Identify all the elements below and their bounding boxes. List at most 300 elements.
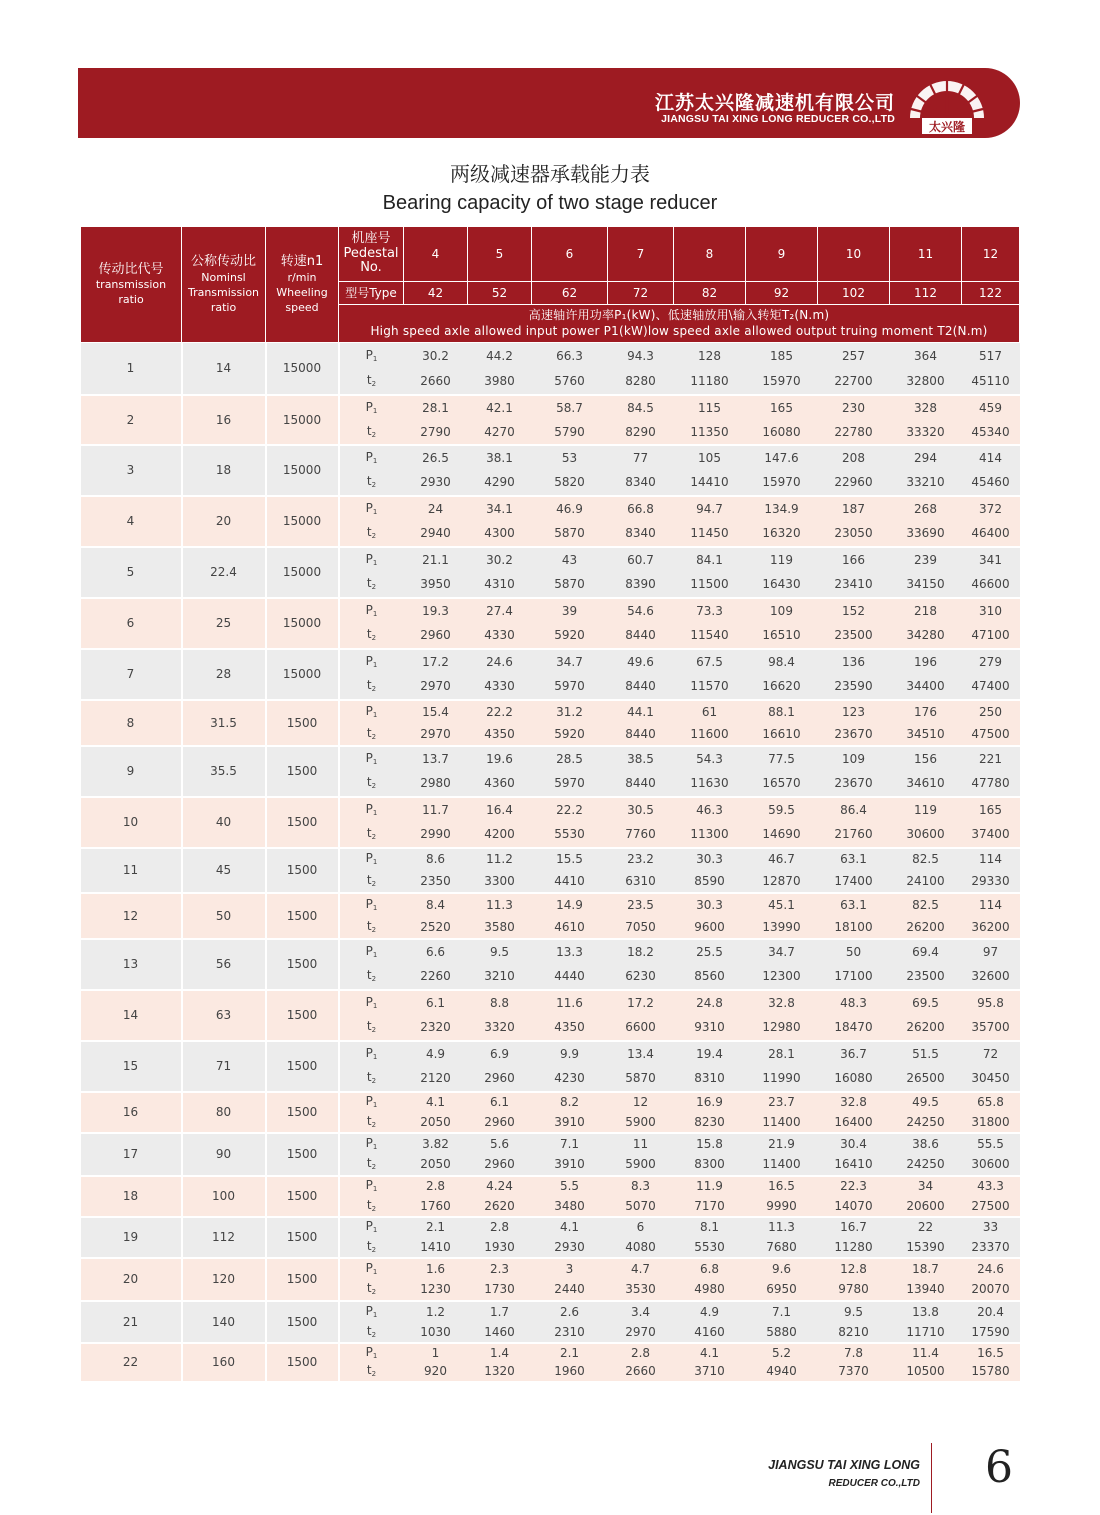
- power-value-cell: 16.4: [468, 797, 532, 822]
- torque-value-cell: 16430: [746, 572, 818, 598]
- header-banner: [78, 68, 1020, 138]
- power-value-cell: 18.2: [608, 939, 674, 964]
- power-value-cell: 60.7: [608, 547, 674, 572]
- torque-value-cell: 16610: [746, 723, 818, 746]
- nominal-ratio-cell: 160: [182, 1343, 266, 1382]
- t-label: $t_2$: [339, 1279, 404, 1301]
- power-value-cell: 54.3: [674, 746, 746, 771]
- speed-cell: 15000: [266, 343, 339, 395]
- torque-value-cell: 7050: [608, 916, 674, 939]
- torque-value-cell: 26200: [890, 1015, 962, 1041]
- ratio-code-cell: 5: [81, 547, 182, 598]
- p-label: $P_1$: [339, 1041, 404, 1066]
- torque-value-cell: 45110: [962, 369, 1020, 395]
- power-value-cell: 11.7: [404, 797, 468, 822]
- nominal-ratio-cell: 120: [182, 1258, 266, 1301]
- power-value-cell: 1.2: [404, 1301, 468, 1322]
- power-value-cell: 98.4: [746, 649, 818, 674]
- power-value-cell: 19.6: [468, 746, 532, 771]
- power-value-cell: 34: [890, 1176, 962, 1196]
- torque-value-cell: 8440: [608, 771, 674, 797]
- torque-value-cell: 34150: [890, 572, 962, 598]
- page-title-cn: 两级减速器承载能力表: [450, 164, 650, 186]
- torque-value-cell: 11400: [746, 1112, 818, 1133]
- t-label: $t_2$: [339, 369, 404, 395]
- power-value-cell: 1.4: [468, 1343, 532, 1362]
- torque-value-cell: 4440: [532, 964, 608, 990]
- torque-value-cell: 4360: [468, 771, 532, 797]
- torque-value-cell: 5970: [532, 771, 608, 797]
- power-value-cell: 28.5: [532, 746, 608, 771]
- torque-value-cell: 12980: [746, 1015, 818, 1041]
- torque-value-cell: 8340: [608, 470, 674, 496]
- power-value-cell: 208: [818, 445, 890, 470]
- torque-value-cell: 2050: [404, 1154, 468, 1176]
- power-value-cell: 34.7: [746, 939, 818, 964]
- torque-value-cell: 9780: [818, 1279, 890, 1301]
- torque-value-cell: 5880: [746, 1322, 818, 1343]
- power-value-cell: 30.5: [608, 797, 674, 822]
- header-capacity-note: 高速轴许用功率P₁(kW)、低速轴放用\输入转矩T₂(N.m) High speed axle allowed input power P1(kW)low speed axle allowed output truing moment T2(N.m): [339, 305, 1020, 343]
- power-value-cell: 53: [532, 445, 608, 470]
- table-row: [81, 848, 1020, 870]
- power-value-cell: 7.1: [532, 1133, 608, 1154]
- power-value-cell: 67.5: [674, 649, 746, 674]
- power-value-cell: 72: [962, 1041, 1020, 1066]
- pedestal-number: 6: [532, 227, 608, 282]
- speed-cell: 1500: [266, 1176, 339, 1217]
- power-value-cell: 30.4: [818, 1133, 890, 1154]
- torque-value-cell: 2320: [404, 1015, 468, 1041]
- t-label: $t_2$: [339, 870, 404, 893]
- power-value-cell: 49.5: [890, 1092, 962, 1112]
- type-number: 102: [818, 282, 890, 305]
- power-value-cell: 4.1: [532, 1217, 608, 1237]
- speed-cell: 1500: [266, 1217, 339, 1258]
- torque-value-cell: 11280: [818, 1237, 890, 1258]
- torque-value-cell: 47100: [962, 623, 1020, 649]
- footer-divider: [931, 1443, 932, 1513]
- power-value-cell: 7.8: [818, 1343, 890, 1362]
- power-value-cell: 28.1: [404, 395, 468, 420]
- power-value-cell: 156: [890, 746, 962, 771]
- power-value-cell: 115: [674, 395, 746, 420]
- power-value-cell: 4.9: [674, 1301, 746, 1322]
- power-value-cell: 18.7: [890, 1258, 962, 1279]
- t-label: $t_2$: [339, 470, 404, 496]
- speed-cell: 1500: [266, 848, 339, 893]
- torque-value-cell: 8440: [608, 723, 674, 746]
- power-value-cell: 39: [532, 598, 608, 623]
- torque-value-cell: 11500: [674, 572, 746, 598]
- t-label: $t_2$: [339, 822, 404, 848]
- torque-value-cell: 2960: [404, 623, 468, 649]
- power-value-cell: 8.6: [404, 848, 468, 870]
- torque-value-cell: 23670: [818, 723, 890, 746]
- nominal-ratio-cell: 112: [182, 1217, 266, 1258]
- power-value-cell: 66.8: [608, 496, 674, 521]
- power-value-cell: 77.5: [746, 746, 818, 771]
- power-value-cell: 24.8: [674, 990, 746, 1015]
- torque-value-cell: 9600: [674, 916, 746, 939]
- power-value-cell: 69.4: [890, 939, 962, 964]
- power-value-cell: 13.7: [404, 746, 468, 771]
- torque-value-cell: 23500: [818, 623, 890, 649]
- power-value-cell: 11.3: [746, 1217, 818, 1237]
- power-value-cell: 6.8: [674, 1258, 746, 1279]
- power-value-cell: 2.1: [532, 1343, 608, 1362]
- power-value-cell: 30.2: [404, 343, 468, 369]
- torque-value-cell: 24100: [890, 870, 962, 893]
- torque-value-cell: 8390: [608, 572, 674, 598]
- power-value-cell: 196: [890, 649, 962, 674]
- speed-cell: 1500: [266, 746, 339, 797]
- table-row: [81, 1301, 1020, 1322]
- torque-value-cell: 26200: [890, 916, 962, 939]
- power-value-cell: 36.7: [818, 1041, 890, 1066]
- power-value-cell: 45.1: [746, 893, 818, 916]
- nominal-ratio-cell: 63: [182, 990, 266, 1041]
- t-label: $t_2$: [339, 1154, 404, 1176]
- power-value-cell: 34.1: [468, 496, 532, 521]
- power-value-cell: 3.82: [404, 1133, 468, 1154]
- torque-value-cell: 2310: [532, 1322, 608, 1343]
- power-value-cell: 119: [746, 547, 818, 572]
- power-value-cell: 50: [818, 939, 890, 964]
- type-number: 62: [532, 282, 608, 305]
- power-value-cell: 30.2: [468, 547, 532, 572]
- t-label: $t_2$: [339, 1237, 404, 1258]
- torque-value-cell: 3910: [532, 1112, 608, 1133]
- torque-value-cell: 11600: [674, 723, 746, 746]
- torque-value-cell: 23590: [818, 674, 890, 700]
- torque-value-cell: 3300: [468, 870, 532, 893]
- torque-value-cell: 33210: [890, 470, 962, 496]
- table-row: [81, 1217, 1020, 1237]
- torque-value-cell: 3480: [532, 1196, 608, 1217]
- power-value-cell: 82.5: [890, 848, 962, 870]
- ratio-code-cell: 4: [81, 496, 182, 547]
- power-value-cell: 16.7: [818, 1217, 890, 1237]
- power-value-cell: 13.3: [532, 939, 608, 964]
- power-value-cell: 185: [746, 343, 818, 369]
- speed-cell: 15000: [266, 395, 339, 445]
- torque-value-cell: 16620: [746, 674, 818, 700]
- speed-cell: 1500: [266, 1092, 339, 1133]
- nominal-ratio-cell: 14: [182, 343, 266, 395]
- nominal-ratio-cell: 90: [182, 1133, 266, 1176]
- power-value-cell: 239: [890, 547, 962, 572]
- power-value-cell: 42.1: [468, 395, 532, 420]
- power-value-cell: 48.3: [818, 990, 890, 1015]
- torque-value-cell: 2980: [404, 771, 468, 797]
- torque-value-cell: 5530: [674, 1237, 746, 1258]
- power-value-cell: 21.1: [404, 547, 468, 572]
- power-value-cell: 4.1: [404, 1092, 468, 1112]
- ratio-code-cell: 7: [81, 649, 182, 700]
- torque-value-cell: 47400: [962, 674, 1020, 700]
- speed-cell: 1500: [266, 1258, 339, 1301]
- power-value-cell: 147.6: [746, 445, 818, 470]
- torque-value-cell: 16410: [818, 1154, 890, 1176]
- torque-value-cell: 4980: [674, 1279, 746, 1301]
- torque-value-cell: 16320: [746, 521, 818, 547]
- torque-value-cell: 8290: [608, 420, 674, 445]
- nominal-ratio-cell: 35.5: [182, 746, 266, 797]
- power-value-cell: 123: [818, 700, 890, 723]
- power-value-cell: 32.8: [746, 990, 818, 1015]
- torque-value-cell: 1030: [404, 1322, 468, 1343]
- power-value-cell: 5.6: [468, 1133, 532, 1154]
- speed-cell: 1500: [266, 1343, 339, 1382]
- power-value-cell: 24.6: [468, 649, 532, 674]
- power-value-cell: 8.3: [608, 1176, 674, 1196]
- power-value-cell: 30.3: [674, 893, 746, 916]
- power-value-cell: 187: [818, 496, 890, 521]
- nominal-ratio-cell: 18: [182, 445, 266, 496]
- power-value-cell: 6.1: [404, 990, 468, 1015]
- nominal-ratio-cell: 25: [182, 598, 266, 649]
- table-row: [81, 598, 1020, 623]
- power-value-cell: 166: [818, 547, 890, 572]
- power-value-cell: 32.8: [818, 1092, 890, 1112]
- torque-value-cell: 1730: [468, 1279, 532, 1301]
- torque-value-cell: 1760: [404, 1196, 468, 1217]
- t-label: $t_2$: [339, 1362, 404, 1382]
- torque-value-cell: 2620: [468, 1196, 532, 1217]
- speed-cell: 1500: [266, 797, 339, 848]
- torque-value-cell: 15780: [962, 1362, 1020, 1382]
- torque-value-cell: 8210: [818, 1322, 890, 1343]
- power-value-cell: 2.6: [532, 1301, 608, 1322]
- torque-value-cell: 6950: [746, 1279, 818, 1301]
- power-value-cell: 59.5: [746, 797, 818, 822]
- torque-value-cell: 36200: [962, 916, 1020, 939]
- p-label: $P_1$: [339, 1092, 404, 1112]
- power-value-cell: 58.7: [532, 395, 608, 420]
- torque-value-cell: 8560: [674, 964, 746, 990]
- torque-value-cell: 22780: [818, 420, 890, 445]
- power-value-cell: 43.3: [962, 1176, 1020, 1196]
- speed-cell: 1500: [266, 1301, 339, 1343]
- speed-cell: 15000: [266, 649, 339, 700]
- torque-value-cell: 11540: [674, 623, 746, 649]
- power-value-cell: 26.5: [404, 445, 468, 470]
- power-value-cell: 16.9: [674, 1092, 746, 1112]
- company-name-en: JIANGSU TAI XING LONG REDUCER CO.,LTD: [661, 113, 895, 125]
- power-value-cell: 3.4: [608, 1301, 674, 1322]
- torque-value-cell: 4350: [532, 1015, 608, 1041]
- p-label: $P_1$: [339, 1301, 404, 1322]
- ratio-code-cell: 18: [81, 1176, 182, 1217]
- pedestal-number: 12: [962, 227, 1020, 282]
- power-value-cell: 61: [674, 700, 746, 723]
- ratio-code-cell: 6: [81, 598, 182, 649]
- power-value-cell: 294: [890, 445, 962, 470]
- torque-value-cell: 22700: [818, 369, 890, 395]
- ratio-code-cell: 8: [81, 700, 182, 746]
- torque-value-cell: 4350: [468, 723, 532, 746]
- t-label: $t_2$: [339, 1196, 404, 1217]
- power-value-cell: 230: [818, 395, 890, 420]
- torque-value-cell: 3980: [468, 369, 532, 395]
- power-value-cell: 414: [962, 445, 1020, 470]
- power-value-cell: 55.5: [962, 1133, 1020, 1154]
- ratio-code-cell: 21: [81, 1301, 182, 1343]
- torque-value-cell: 2960: [468, 1112, 532, 1133]
- p-label: $P_1$: [339, 395, 404, 420]
- power-value-cell: 176: [890, 700, 962, 723]
- power-value-cell: 2.8: [404, 1176, 468, 1196]
- table-row: [81, 939, 1020, 964]
- torque-value-cell: 11180: [674, 369, 746, 395]
- power-value-cell: 109: [818, 746, 890, 771]
- table-row: [81, 1343, 1020, 1362]
- p-label: $P_1$: [339, 797, 404, 822]
- nominal-ratio-cell: 50: [182, 893, 266, 939]
- type-number: 72: [608, 282, 674, 305]
- torque-value-cell: 4290: [468, 470, 532, 496]
- power-value-cell: 34.7: [532, 649, 608, 674]
- speed-cell: 1500: [266, 700, 339, 746]
- torque-value-cell: 34610: [890, 771, 962, 797]
- t-label: $t_2$: [339, 1066, 404, 1092]
- torque-value-cell: 46400: [962, 521, 1020, 547]
- power-value-cell: 8.4: [404, 893, 468, 916]
- power-value-cell: 6: [608, 1217, 674, 1237]
- power-value-cell: 82.5: [890, 893, 962, 916]
- t-label: $t_2$: [339, 1112, 404, 1133]
- power-value-cell: 250: [962, 700, 1020, 723]
- power-value-cell: 136: [818, 649, 890, 674]
- table-row: [81, 496, 1020, 521]
- speed-cell: 15000: [266, 496, 339, 547]
- torque-value-cell: 12870: [746, 870, 818, 893]
- table-row: [81, 1041, 1020, 1066]
- p-label: $P_1$: [339, 547, 404, 572]
- torque-value-cell: 2350: [404, 870, 468, 893]
- table-row: [81, 445, 1020, 470]
- torque-value-cell: 15970: [746, 369, 818, 395]
- power-value-cell: 109: [746, 598, 818, 623]
- torque-value-cell: 4940: [746, 1362, 818, 1382]
- torque-value-cell: 26500: [890, 1066, 962, 1092]
- nominal-ratio-cell: 71: [182, 1041, 266, 1092]
- power-value-cell: 24: [404, 496, 468, 521]
- power-value-cell: 38.1: [468, 445, 532, 470]
- page-number: 6: [985, 1442, 1013, 1493]
- torque-value-cell: 45340: [962, 420, 1020, 445]
- nominal-ratio-cell: 100: [182, 1176, 266, 1217]
- power-value-cell: 1.7: [468, 1301, 532, 1322]
- ratio-code-cell: 10: [81, 797, 182, 848]
- torque-value-cell: 37400: [962, 822, 1020, 848]
- power-value-cell: 28.1: [746, 1041, 818, 1066]
- torque-value-cell: 2660: [608, 1362, 674, 1382]
- torque-value-cell: 2520: [404, 916, 468, 939]
- p-label: $P_1$: [339, 598, 404, 623]
- t-label: $t_2$: [339, 723, 404, 746]
- power-value-cell: 2.8: [608, 1343, 674, 1362]
- torque-value-cell: 11300: [674, 822, 746, 848]
- speed-cell: 1500: [266, 1041, 339, 1092]
- torque-value-cell: 1410: [404, 1237, 468, 1258]
- torque-value-cell: 1320: [468, 1362, 532, 1382]
- torque-value-cell: 32800: [890, 369, 962, 395]
- torque-value-cell: 8230: [674, 1112, 746, 1133]
- torque-value-cell: 34510: [890, 723, 962, 746]
- torque-value-cell: 34280: [890, 623, 962, 649]
- type-number: 122: [962, 282, 1020, 305]
- power-value-cell: 21.9: [746, 1133, 818, 1154]
- torque-value-cell: 2960: [468, 1066, 532, 1092]
- power-value-cell: 22.2: [532, 797, 608, 822]
- power-value-cell: 9.9: [532, 1041, 608, 1066]
- torque-value-cell: 5790: [532, 420, 608, 445]
- header-type: 型号Type: [339, 282, 404, 305]
- power-value-cell: 11.9: [674, 1176, 746, 1196]
- ratio-code-cell: 20: [81, 1258, 182, 1301]
- torque-value-cell: 4160: [674, 1322, 746, 1343]
- ratio-code-cell: 17: [81, 1133, 182, 1176]
- power-value-cell: 16.5: [962, 1343, 1020, 1362]
- company-logo: [902, 74, 992, 136]
- power-value-cell: 119: [890, 797, 962, 822]
- power-value-cell: 341: [962, 547, 1020, 572]
- torque-value-cell: 2930: [404, 470, 468, 496]
- torque-value-cell: 18100: [818, 916, 890, 939]
- torque-value-cell: 8340: [608, 521, 674, 547]
- type-number: 52: [468, 282, 532, 305]
- speed-cell: 1500: [266, 990, 339, 1041]
- power-value-cell: 517: [962, 343, 1020, 369]
- torque-value-cell: 11570: [674, 674, 746, 700]
- power-value-cell: 73.3: [674, 598, 746, 623]
- power-value-cell: 46.3: [674, 797, 746, 822]
- torque-value-cell: 30450: [962, 1066, 1020, 1092]
- ratio-code-cell: 12: [81, 893, 182, 939]
- torque-value-cell: 47780: [962, 771, 1020, 797]
- header-nominal-ratio: 公称传动比 Nominsl Transmission ratio: [182, 227, 266, 343]
- power-value-cell: 9.6: [746, 1258, 818, 1279]
- torque-value-cell: 2120: [404, 1066, 468, 1092]
- torque-value-cell: 27500: [962, 1196, 1020, 1217]
- nominal-ratio-cell: 16: [182, 395, 266, 445]
- power-value-cell: 23.7: [746, 1092, 818, 1112]
- p-label: $P_1$: [339, 496, 404, 521]
- torque-value-cell: 2970: [404, 723, 468, 746]
- power-value-cell: 257: [818, 343, 890, 369]
- power-value-cell: 19.4: [674, 1041, 746, 1066]
- power-value-cell: 2.1: [404, 1217, 468, 1237]
- torque-value-cell: 34400: [890, 674, 962, 700]
- power-value-cell: 54.6: [608, 598, 674, 623]
- power-value-cell: 165: [746, 395, 818, 420]
- torque-value-cell: 5530: [532, 822, 608, 848]
- torque-value-cell: 8310: [674, 1066, 746, 1092]
- torque-value-cell: 11350: [674, 420, 746, 445]
- torque-value-cell: 4330: [468, 674, 532, 700]
- power-value-cell: 328: [890, 395, 962, 420]
- power-value-cell: 66.3: [532, 343, 608, 369]
- torque-value-cell: 17100: [818, 964, 890, 990]
- torque-value-cell: 1230: [404, 1279, 468, 1301]
- torque-value-cell: 11710: [890, 1322, 962, 1343]
- torque-value-cell: 22960: [818, 470, 890, 496]
- torque-value-cell: 5900: [608, 1112, 674, 1133]
- power-value-cell: 44.2: [468, 343, 532, 369]
- power-value-cell: 22.3: [818, 1176, 890, 1196]
